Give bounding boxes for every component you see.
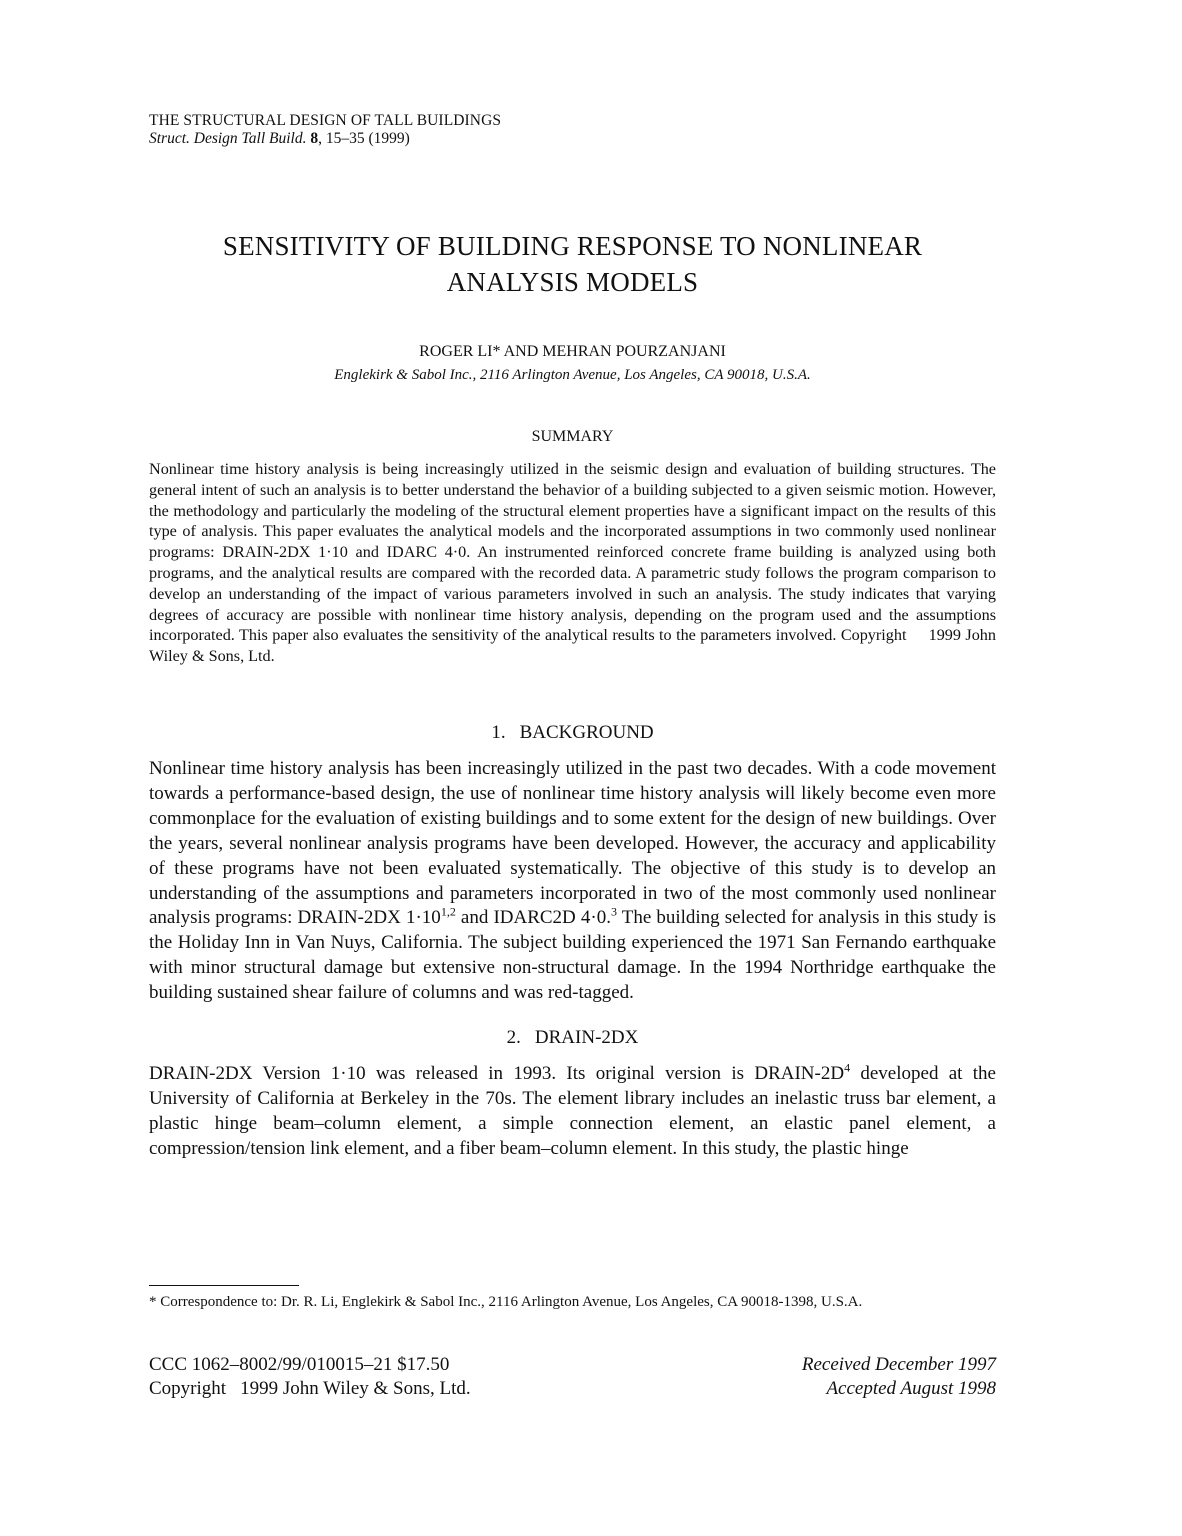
- copyright-text: 1999 John Wiley & Sons, Ltd.: [240, 1378, 471, 1399]
- copyright-label: Copyright: [149, 1378, 227, 1399]
- body-text-segment: Nonlinear time history analysis has been increasingly utilized in the past two decades. With a code movement towards a performance-based design, the use of nonlinear time history analysis will likely become even more commonplace for the evaluation of existing buildings and to some extent for the design of new buildings. Over the years, several nonlinear analysis programs have been developed. However, the accuracy and applicability of these programs have not been evaluated systematically. The objective of this study is to develop an understanding of the assumptions and parameters incorporated in two of the most commonly used nonlinear analysis programs: DRAIN-2DX 1·10: [149, 757, 996, 929]
- section-body-drain-2dx: [149, 1062, 996, 1162]
- authors: ROGER LI* AND MEHRAN POURZANJANI: [419, 343, 726, 360]
- summary-text: Nonlinear time history analysis is being increasingly utilized in the seismic design and evaluation of building structures. The general intent of such an analysis is to better understand the behavior of a building subjected to a given seismic motion. However, the methodology and particularly the modeling of the structural element properties have a significant impact on the results of this type of analysis. This paper evaluates the analytical models and the incorporated assumptions in two commonly used nonlinear programs: DRAIN-2DX 1·10 and IDARC 4·0. An instrumented reinforced concrete frame building is analyzed using both programs, and the analytical results are compared with the recorded data. A parametric study follows the program comparison to develop an understanding of the impact of various parameters involved in such an analysis. The study indicates that varying degrees of accuracy are possible with nonlinear time history analysis, depending on the program used and the assumptions incorporated. This paper also evaluates the sensitivity of the analytical results to the parameters involved. Copyright 1999 John Wiley & Sons, Ltd.: [149, 460, 996, 666]
- body-text-segment: and IDARC2D 4·0.: [455, 907, 611, 929]
- paper-page: [149, 112, 996, 1162]
- section-number: 2.: [506, 1027, 521, 1049]
- section-heading-drain-2dx: [149, 1026, 996, 1050]
- footer-right: [700, 1353, 996, 1401]
- journal-pages-year: , 15–35 (1999): [318, 130, 410, 147]
- correspondence-footnote: * Correspondence to: Dr. R. Li, Englekirk & Sabol Inc., 2116 Arlington Avenue, Los Angeles, CA 90018-1398, U.S.A.: [149, 1294, 863, 1310]
- copyright-line: [149, 1377, 471, 1401]
- paper-title-line1: SENSITIVITY OF BUILDING RESPONSE TO NONLINEAR: [222, 231, 923, 261]
- footer-left: [149, 1353, 471, 1401]
- journal-abbrev: Struct. Design Tall Build.: [149, 130, 307, 147]
- body-text-segment: developed at the University of California at Berkeley in the 70s. The element library includes an inelastic truss bar element, a plastic hinge beam–column element, a simple connection element, an elastic panel element, a compression/tension link element, and a fiber beam–column element. In this study, the plastic hinge: [149, 1063, 996, 1159]
- section-number: 1.: [491, 721, 506, 743]
- summary-heading: SUMMARY: [531, 428, 614, 445]
- journal-citation: [149, 130, 996, 148]
- section-heading-background: [149, 721, 996, 745]
- body-text-segment: DRAIN-2DX Version 1·10 was released in 1993. Its original version is DRAIN-2D: [149, 1063, 845, 1085]
- section-title: BACKGROUND: [519, 721, 654, 743]
- section-body-background: [149, 757, 996, 1006]
- accepted-date: Accepted August 1998: [826, 1378, 996, 1399]
- ccc-code: CCC 1062–8002/99/010015–21 $17.50: [149, 1354, 450, 1375]
- footnote-divider: [149, 1285, 299, 1286]
- paper-title: [149, 228, 996, 300]
- journal-volume: 8: [310, 130, 319, 147]
- body-text-segment: The building selected for analysis in this study is the Holiday Inn in Van Nuys, California. The subject building experienced the 1971 San Fernando earthquake with minor structural damage but extensive non-structural damage. In the 1994 Northridge earthquake the building sustained shear failure of columns and was red-tagged.: [149, 907, 996, 1004]
- citation-ref[interactable]: 1,2: [440, 905, 456, 920]
- citation-ref[interactable]: 3: [610, 905, 617, 920]
- received-date: Received December 1997: [801, 1354, 996, 1375]
- section-title: DRAIN-2DX: [534, 1027, 639, 1049]
- paper-title-line2: ANALYSIS MODELS: [446, 267, 699, 297]
- journal-name: THE STRUCTURAL DESIGN OF TALL BUILDINGS: [149, 112, 502, 129]
- citation-ref[interactable]: 4: [844, 1060, 851, 1075]
- affiliation: Englekirk & Sabol Inc., 2116 Arlington Avenue, Los Angeles, CA 90018, U.S.A.: [334, 367, 811, 383]
